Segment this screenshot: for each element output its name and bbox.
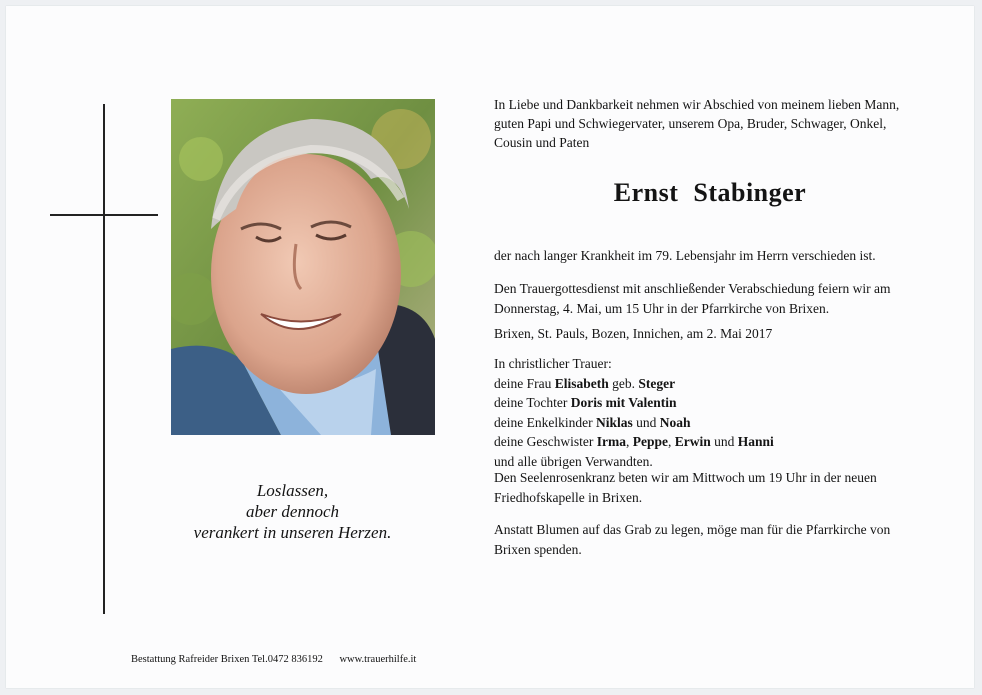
place-date: Brixen, St. Pauls, Bozen, Innichen, am 2. Mai 2017 [494,326,773,341]
motto-line-1: Loslassen, [256,481,329,500]
mourner-daughter: deine Tochter Doris mit Valentin [494,395,677,410]
deceased-name: Ernst Stabinger [613,178,807,207]
mourners-heading: In christlicher Trauer: [494,356,612,371]
cross-vertical-bar [103,104,105,614]
donation-notice: Anstatt Blumen auf das Grab zu legen, möge man für die Pfarrkirche von Brixen spenden. [494,522,891,557]
portrait-photo [171,99,435,435]
motto-line-3: verankert in unseren Herzen. [193,523,392,542]
footer [131,654,430,665]
mourner-wife: deine Frau Elisabeth geb. Steger [494,375,676,391]
mourner-relatives: und alle übrigen Verwandten. [494,453,653,469]
mourner-grandchildren: deine Enkelkinder Niklas und Noah [494,414,691,430]
undertaker-info: Bestattung Rafreider Brixen Tel.0472 836192 [131,654,323,665]
mourners-list [494,354,939,471]
obituary-card [6,6,974,688]
mourner-siblings: deine Geschwister Irma, Peppe, Erwin und Hanni [494,434,774,449]
website-link[interactable]: www.trauerhilfe.it [339,654,417,665]
motto [140,480,445,543]
death-notice: der nach langer Krankheit im 79. Lebensjahr im Herrn verschieden ist. [494,248,876,263]
intro-text: In Liebe und Dankbarkeit nehmen wir Abschied von meinem lieben Mann, guten Papi und Schwiegervater, unserem Opa, Bruder, Schwager, Onkel, Cousin und Paten [494,97,900,150]
cross-horizontal-bar [50,214,158,216]
rosary-notice: Den Seelenrosenkranz beten wir am Mittwoch um 19 Uhr in der neuen Friedhofskapelle in Brixen. [494,470,877,505]
motto-line-2: aber dennoch [245,502,339,521]
funeral-service: Den Trauergottesdienst mit anschließender Verabschiedung feiern wir am Donnerstag, 4. Mai, um 15 Uhr in der Pfarrkirche von Brixen. [494,281,891,316]
